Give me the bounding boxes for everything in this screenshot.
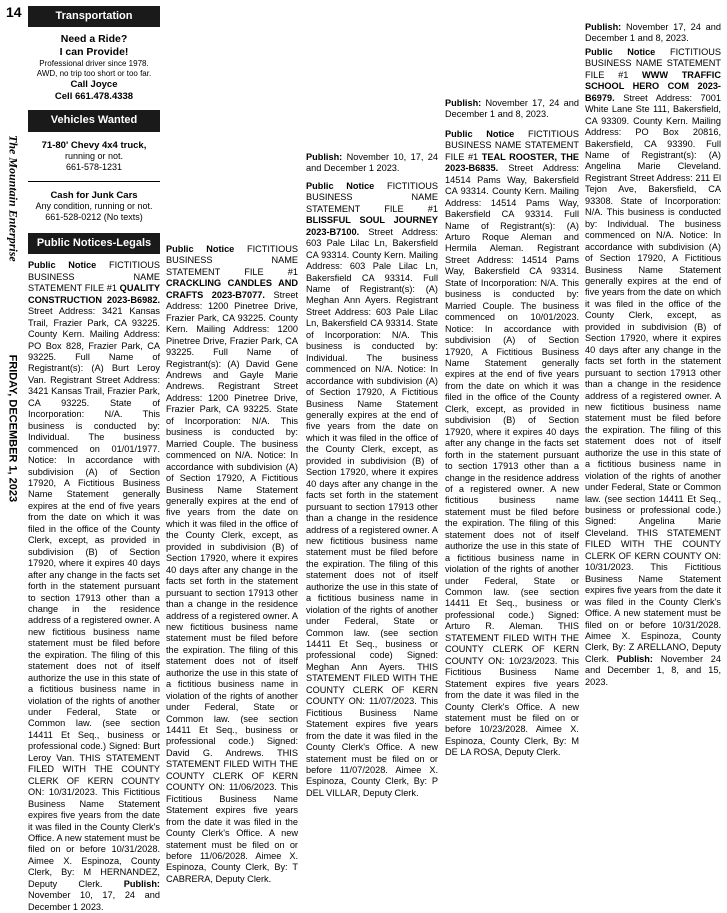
page-number: 14 [6, 4, 22, 20]
classified-chevy-body: running or not. [64, 150, 124, 161]
ride-ad-small: Professional driver since 1978. AWD, no trip too short or too far. [36, 59, 152, 79]
publication-name: The Mountain Enterprise [6, 135, 21, 262]
ride-ad-line2: I can Provide! [59, 46, 129, 59]
ride-ad-contact-phone: Cell 661.478.4338 [54, 90, 134, 102]
vehicles-wanted-header: Vehicles Wanted [28, 110, 160, 131]
masthead-vertical [3, 135, 23, 855]
column-5 [585, 2, 721, 688]
legals-header: Public Notices-Legals [28, 233, 160, 254]
column-4 [445, 2, 579, 759]
classified-junk-cars-title: Cash for Junk Cars [50, 189, 138, 201]
classified-chevy [28, 132, 160, 181]
ride-ad-line1: Need a Ride? [60, 33, 128, 46]
column-1 [28, 0, 160, 913]
classified-junk-cars-body: Any condition, running or not. 661-528-0212 (No texts) [35, 200, 153, 222]
notice-crackling-candles: Public Notice FICTITIOUS BUSINESS NAME STATEMENT FILE #1 CRACKLING CANDLES AND CRAFTS 2023-B7077. Street Address: 1200 Pinetree Drive, Frazier Park, CA 93225. County Kern. Mailing Address: 1200 Pinetree Drive, Frazier Park, CA 93225. Full Name of Registrant(s): (A) David Gene Andrews and Gayle Marie Andrews. Registrant Street Address: 1200 Pinetree Drive, Frazier Park, CA 93225. State of Incorporation: N/A. This business is conducted by: Married Couple. The business commenced on N/A. Notice: In accordance with subdivision (A) of Section 17920, A Fictitious Business Name Statement generally expires at the end of five years from the date on which it was filed in the office of the County Clerk, except, as provided in subdivision (B) of Section 17920, where it expires 40 days after any change in the facts set forth in the statement pursuant to section 17913 other than a change in the residence address of a registered owner. A new fictitious business name statement must be filed before the expiration. The filing of this statement does not of itself authorize the use in this state of a fictitious business name in violation of the rights of another under Federal, State or Common law. (see section 14411 Et Seq., business or professional code.) Signed: David G. Andrews. THIS STATEMENT FILED WITH THE COUNTY CLERK OF KERN COUNTY ON: 11/06/2023. This Fictitious Business Name Statement expires five years from the date it was filed in the County Clerk's Office. A new statement must be filed on or before 11/06/2028. Aimee X. Espinoza, County Clerk, By: T CABRERA, Deputy Clerk. [166, 244, 298, 884]
notice-teal-publish: Publish: November 17, 24 and December 1 and 8, 2023. [585, 22, 721, 44]
ride-ad [28, 27, 160, 108]
ride-ad-contact-name: Call Joyce [70, 79, 118, 91]
column-3 [306, 2, 438, 799]
notice-blissful-soul: Public Notice FICTITIOUS BUSINESS NAME STATEMENT FILE #1 BLISSFUL SOUL JOURNEY 2023-B7100. Street Address: 603 Pale Lilac Ln, Bakersfield CA 93314. County Kern. Mailing Address: 603 Pale Lilac Ln, Bakersfield CA 93314. Full Name of Registrant(s): (A) Meghan Ann Ayers. Registrant Street Address: 603 Pale Lilac Ln, Bakersfield CA 93314. State of Incorporation: N/A. This business is conducted by: Individual. The business commenced on N/A. Notice: In accordance with subdivision (A) of Section 17920, A Fictitious Business Name Statement generally expires at the end of five years from the date on which it was filed in the office of the County Clerk, except, as provided in subdivision (B) of Section 17920, where it expires 40 days after any change in the facts set forth in the statement pursuant to section 17913 other than a change in the residence address of a registered owner. A new fictitious business name statement must be filed before the expiration. The filing of this statement does not of itself authorize the use in this state of a fictitious business name in violation of the rights of another under Federal, State or Common law. (see section 14411 Et Seq., business or professional code) Signed: Meghan Ann Ayers. THIS STATEMENT FILED WITH THE COUNTY CLERK OF KERN COUNTY ON: 11/07/2023. This Fictitious Business Name Statement expires five years from the date it was filed in the County Clerk's Office. A new statement must be filed on or before 11/07/2028. Aimee X. Espinoza, County Clerk, By: P DEL VILLAR, Deputy Clerk. [306, 180, 438, 798]
transportation-header: Transportation [28, 6, 160, 27]
classified-chevy-phone: 661-578-1231 [65, 161, 123, 172]
notice-blissful-publish: Publish: November 17, 24 and December 1 and 8, 2023. [445, 98, 579, 120]
notice-crackling-publish: Publish: November 10, 17, 24 and December 1 2023. [306, 152, 438, 174]
classified-chevy-title: 71-80' Chevy 4x4 truck, [41, 139, 147, 151]
notice-quality-construction: Public Notice FICTITIOUS BUSINESS NAME STATEMENT FILE #1 QUALITY CONSTRUCTION 2023-B6982. Street Address: 3421 Kansas Trail, Frazier Park, CA 93225. County Kern. Mailing Address: PO Box 828, Frazier Park, CA 93225. Full Name of Registrant(s): (A) Burt Leroy Van. Registrant Street Address: 3421 Kansas Trail, Frazier Park, CA 93225. State of Incorporation: N/A. This business is conducted by: Individual. The business commenced on 01/01/1977. Notice: In accordance with subdivision (A) of Section 17920, A Fictitious Business Name Statement generally expires at the end of five years from the date on which it was filed in the office of the County Clerk, except, as provided in subdivision (B) of Section 17920, where it expires 40 days after any change in the facts set forth in the statement pursuant to section 17913 other than a change in the residence address of a registered owner. A new fictitious business name statement must be filed before the expiration. The filing of this statement does not of itself authorize the use in this state of a fictitious business name in violation of the rights of another under Federal, State or Common law. (see section 14411 Et Seq., business or professional code.) Signed: Burt Leroy Van. THIS STATEMENT FILED WITH THE COUNTY CLERK OF KERN COUNTY ON: 10/31/2023. This Fictitious Business Name Statement expires five years from the date it was filed in the County Clerk's Office. A new statement must be filed on or before 10/31/2028. Aimee X. Espinoza, County Clerk, By: M HERNANDEZ, Deputy Clerk. Publish: November 10, 17, 24 and December 1 2023. [28, 260, 160, 912]
issue-date: FRIDAY, DECEMBER 1, 2023 [6, 354, 19, 503]
notice-teal-rooster: Public Notice FICTITIOUS BUSINESS NAME STATEMENT FILE #1 TEAL ROOSTER, THE 2023-B6835. Street Address: 14514 Pams Way, Bakersfield CA 93314. County Kern. Mailing Address: 14514 Pams Way, Bakersfield CA 93314. Full Name of Registrant(s): (A) Arturo Roque Aleman and Hermila Aleman. Registrant Street Address: 14514 Pams Way, Bakersfield CA 93314. State of Incorporation: N/A. This business is conducted by: Married Couple. The business commenced on 10/01/2023. Notice: In accordance with subdivision (A) of Section 17920, A Fictitious Business Name Statement generally expires at the end of five years from the date on which it was filed in the office of the County Clerk, except, as provided in subdivision (B) of Section 17920, where it expires 40 days after any change in the facts set forth in the statement pursuant to section 17913 other than a change in the residence address of a registered owner. A new fictitious business name statement must be filed before the expiration. The filing of this statement does not of itself authorize the use in this state of a fictitious business name in violation of the rights of another under Federal, State or Common law. (see section 14411 Et Seq., business or professional code.) Signed: Arturo R. Aleman. THIS STATEMENT FILED WITH THE COUNTY CLERK OF KERN COUNTY ON: 10/23/2023. This Fictitious Business Name Statement expires five years from the date it was filed in the County Clerk's Office. A new statement must be filed on or before 10/23/2028. Aimee X. Espinoza, County Clerk, By: M DE LA ROSA, Deputy Clerk. [445, 128, 579, 758]
notice-traffic-school-hero: Public Notice FICTITIOUS BUSINESS NAME STATEMENT FILE #1 WWW TRAFFIC SCHOOL HERO COM 2023-B6979. Street Address: 7001 White Lane Ste 111, Bakersfield, CA 93309. County Kern. Mailing Address: PO Box 20816, Bakersfield, CA 93390. Full Name of Registrant(s): (A) Angelina Marie Cleveland. Registrant Street Address: 211 El Tejon Ave, Bakersfield, CA 93308. State of Incorporation: N/A. This business is conducted by: Individual. The business commenced on N/A. Notice: In accordance with subdivision (A) of Section 17920, A Fictitious Business Name Statement generally expires at the end of five years from the date on which it was filed in the office of the County Clerk, except, as provided in subdivision (B) of Section 17920, where it expires 40 days after any change in the facts set forth in the statement pursuant to section 17913 other than a change in the residence address of a registered owner. A new fictitious business name statement must be filed before the expiration. The filing of this statement does not of itself authorize the use in this state of a fictitious business name in violation of the rights of another under Federal, State or Common law. (see section 14411 Et Seq., business or professional code.) Signed: Angelina Marie Cleveland. THIS STATEMENT FILED WITH THE COUNTY CLERK OF KERN COUNTY ON: 10/31/2023. This Fictitious Business Name Statement expires five years from the date it was filed in the County Clerk's Office. A new statement must be filed on or before 10/31/2028. Aimee X. Espinoza, County Clerk, By: Z ARELLANO, Deputy Clerk. Publish: November 24 and December 1, 8, and 15, 2023. [585, 46, 721, 687]
column-2 [166, 2, 298, 885]
classified-junk-cars [28, 182, 160, 231]
